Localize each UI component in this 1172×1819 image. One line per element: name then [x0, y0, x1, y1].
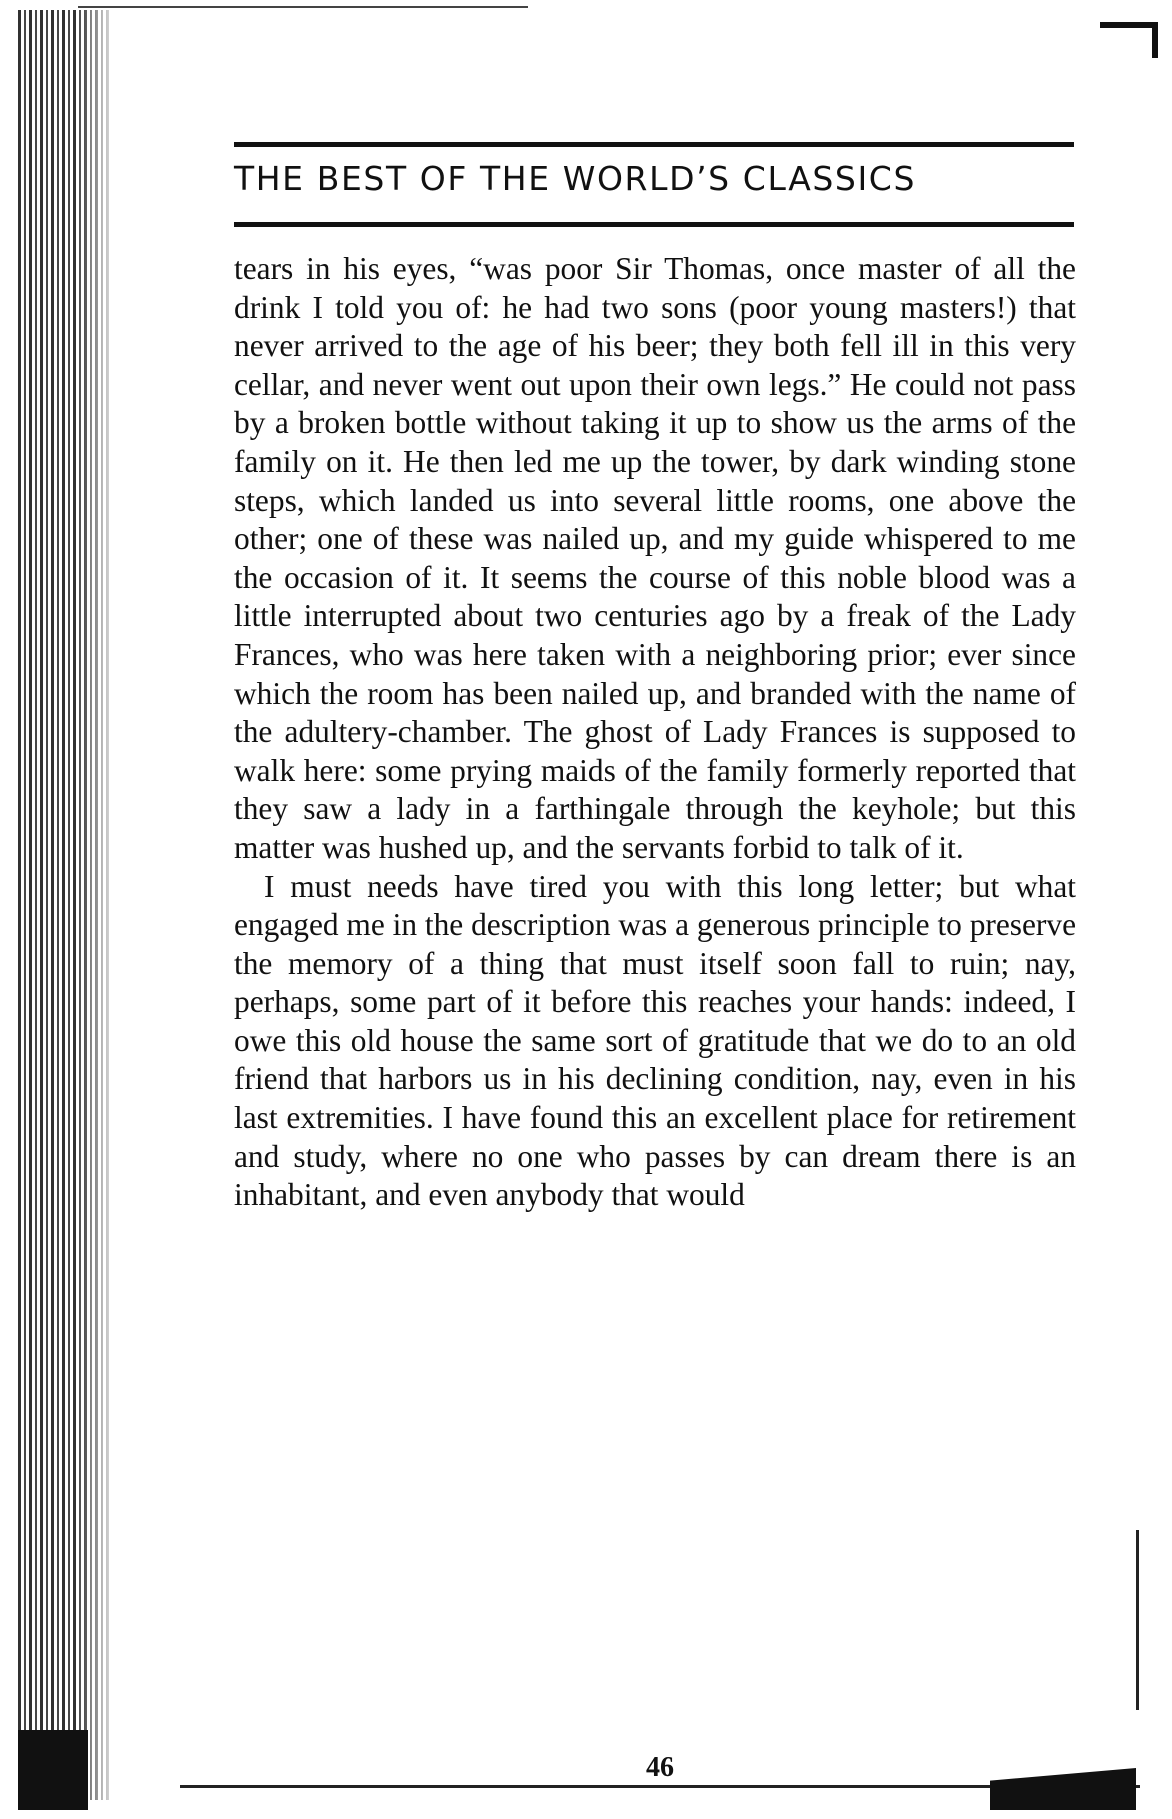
gutter-shadow	[78, 10, 118, 1800]
header-rule-bottom	[234, 222, 1074, 227]
scan-corner-mark	[1100, 22, 1158, 58]
running-head: THE BEST OF THE WORLD’S CLASSICS	[234, 159, 916, 198]
paragraph: tears in his eyes, “was poor Sir Thomas, once master of all the drink I told you of: he had two sons (poor young masters!) that never arrived to the age of his beer; they both fell ill in this very cellar, and never went out upon their own legs.” He could not pass by a broken bottle without taking it up to show us the arms of the family on it. He then led me up the tower, by dark winding stone steps, which landed us into several little rooms, one above the other; one of these was nailed up, and my guide whispered to me the occasion of it. It seems the course of this noble blood was a little interrupted about two centuries ago by a freak of the Lady Frances, who was here taken with a neighboring prior; ever since which the room has been nailed up, and branded with the name of the adultery-chamber. The ghost of Lady Frances is supposed to walk here: some prying maids of the family formerly reported that they saw a lady in a farthingale through the keyhole; but this matter was hushed up, and the servants forbid to talk of it.	[234, 251, 1076, 865]
gutter-foot-shadow	[18, 1730, 88, 1810]
page-body	[234, 250, 1076, 1215]
scan-edge-tick	[1136, 1530, 1139, 1710]
header-rule-top	[234, 142, 1074, 147]
scan-edge-line	[78, 6, 528, 8]
page-number: 46	[646, 1752, 674, 1783]
paragraph: I must needs have tired you with this long letter; but what engaged me in the description was a generous principle to preserve the memory of a thing that must itself soon fall to ruin; nay, perhaps, some part of it before this reaches your hands: indeed, I owe this old house the same sort of gratitude that we do to an old friend that harbors us in his declining condition, nay, even in his last extremities. I have found this an excellent place for retirement and study, where no one who passes by can dream there is an inhabitant, and even anybody that would	[234, 868, 1077, 1213]
scan-bottom-shadow	[990, 1768, 1136, 1810]
